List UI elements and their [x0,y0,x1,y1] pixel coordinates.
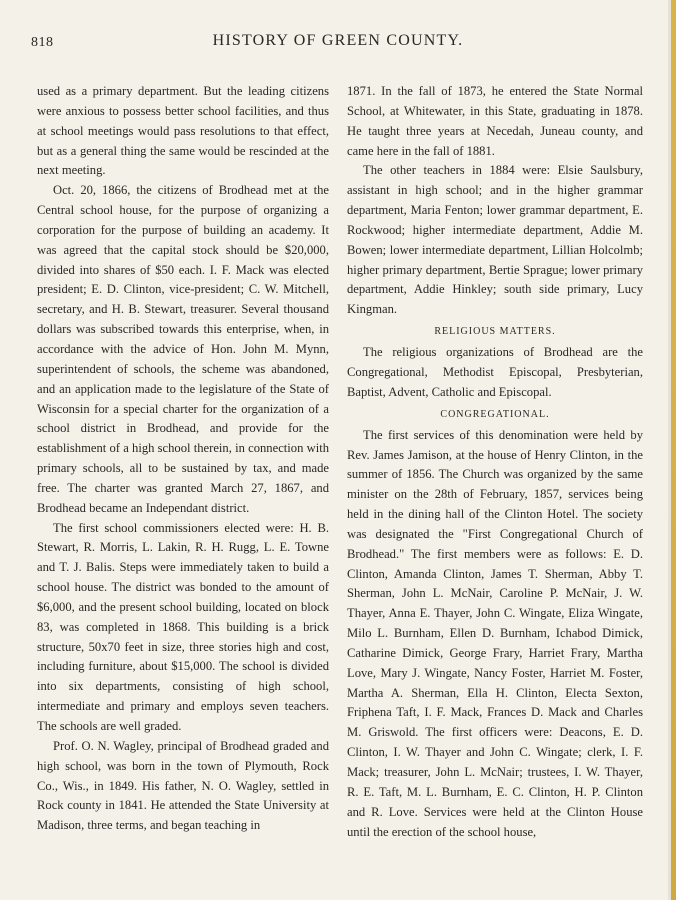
paragraph: 1871. In the fall of 1873, he entered the State Normal School, at Whitewater, in this State, graduating in 1878. He taught three years at Necedah, Juneau county, and came here in the fall of 1881. [347,84,643,158]
page-number: 818 [31,35,54,50]
book-spine [671,0,676,900]
paragraph: Prof. O. N. Wagley, principal of Brodhead graded and high school, was born in the town of Plymouth, Rock Co., Wis., in 1849. His father, N. O. Wagley, settled in Rock county in 1841. He attended the State University at Madison, three terms, and began teaching in [37,738,329,833]
paragraph: The other teachers in 1884 were: Elsie Saulsbury, assistant in high school; and in the higher grammar department, Maria Fenton; lower grammar department, E. Rockwood; higher intermediate department, Addie M. Bowen; lower intermediate department, Lillian Holcolmb; higher primary department, Bertie Sprague; lower primary department, Addie Hinkley; south side primary, Lucy Kingman. [347,163,643,317]
left-column [37,82,329,836]
paragraph: used as a primary department. But the leading citizens were anxious to possess better school facilities, and thus at school meetings would pass resolutions to that effect, but as a general thing the same would be rescinded at the next meeting. [37,84,329,178]
section-heading: RELIGIOUS MATTERS. [434,326,556,338]
running-head: HISTORY OF GREEN COUNTY. [212,32,464,49]
paragraph: Oct. 20, 1866, the citizens of Brodhead met at the Central school house, for the purpose of organizing a corporation for the purpose of building an academy. It was agreed that the capital stock should be $20,000, divided into shares of $50 each. I. F. Mack was elected president; E. D. Clinton, vice-president; C. W. Mitchell, secretary, and H. B. Stewart, treasurer. Several thousand dollars was subscribed towards this enterprise, when, in accordance with the advice of Hon. John M. Mynn, superintendent of schools, the scheme was abandoned, and an application made to the legislature of the State of Wisconsin for a special charter for the organization of a school district in Brodhead, and provide for the establishment of a high school therein, in connection with primary schools, all to be sustained by tax, and made free. The charter was granted March 27, 1867, and Brodhead became an Independant district. [37,183,329,515]
paragraph: The first services of this denomination were held by Rev. James Jamison, at the house of Henry Clinton, in the summer of 1856. The Church was organized by the same minister on the 28th of February, 1857, services being held in the dining hall of the Clinton Hotel. The society was designated the "First Congregational Church of Brodhead." The first members were as follows: E. D. Clinton, Amanda Clinton, James T. Sherman, Abby T. Sherman, John L. McNair, Caroline P. McNair, J. W. Thayer, Anna E. Thayer, John C. Wingate, Eliza Wingate, Milo L. Burnham, Ellen D. Burnham, Ichabod Dimick, Catharine Dimick, George Frary, Harriet Frary, Martha Love, Mary J. Wingate, Nancy Foster, Harriet M. Foster, Martha A. Sherman, Ella H. Clinton, Electa Sexton, Friphena Taft, I. F. Mack, Frances D. Mack and Charles M. Griswold. The first officers were: Deacons, E. D. Clinton, I. W. Thayer and John C. Wingate; clerk, I. F. Mack; treasurer, John L. McNair; trustees, I. W. Thayer, R. E. Taft, M. L. Burnham, E. C. Clinton, H. P. Clinton and R. Love. Services were held at the Clinton House until the erection of the school house, [347,427,643,839]
paragraph: The first school commissioners elected were: H. B. Stewart, R. Morris, L. Lakin, R. H. Rugg, L. E. Towne and T. J. Balis. Steps were immediately taken to build a school house. The district was bonded to the amount of $6,000, and the present school building, located on block 83, was completed in 1868. This building is a brick structure, 50x70 feet in size, three stories high and cost, including furniture, about $15,000. The school is divided into six departments, consisting of high school, intermediate and primary and employs seven teachers. The schools are well graded. [37,520,329,733]
section-heading: CONGREGATIONAL. [440,408,550,420]
right-column [347,82,643,842]
paragraph: The religious organizations of Brodhead are the Congregational, Methodist Episcopal, Presbyterian, Baptist, Advent, Catholic and Episcopal. [347,345,643,399]
